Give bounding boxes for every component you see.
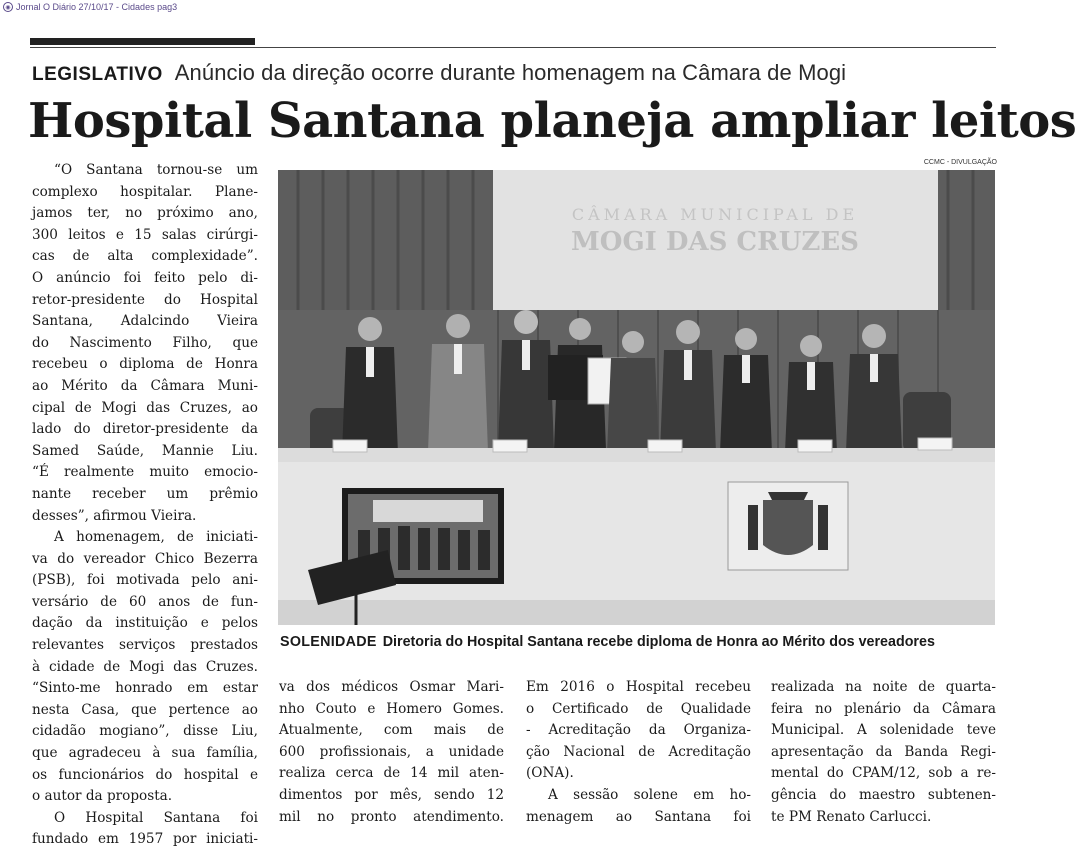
- text-line: menagem ao Santana foi: [526, 808, 751, 825]
- caption-label: SOLENIDADE: [280, 634, 377, 650]
- screen-text-1: CÂMARA MUNICIPAL DE: [571, 205, 859, 224]
- text-line: nho Couto e Homero Gomes.: [279, 700, 504, 717]
- article-column-2: [279, 677, 504, 828]
- text-line: apresentação da Banda Regi-: [771, 743, 996, 760]
- screen-text-2: MOGI DAS CRUZES: [571, 227, 859, 257]
- text-line: gência do maestro subtenen-: [771, 786, 996, 803]
- text-line: te PM Renato Carlucci.: [771, 808, 932, 825]
- section-rule-thick: [30, 38, 255, 45]
- text-line: os funcionários do hospital e: [32, 766, 258, 783]
- text-line: o autor da proposta.: [32, 788, 173, 805]
- text-line: realizada na noite de quarta-: [771, 679, 996, 695]
- photo-caption: [280, 634, 996, 650]
- text-line: (ONA).: [526, 765, 574, 782]
- text-line: Atualmente, com mais de: [279, 722, 504, 739]
- text-line: dação da instituição e pelos: [32, 615, 258, 632]
- text-line: nante receber um prêmio: [32, 485, 258, 502]
- ceremony-photo: [278, 170, 995, 625]
- article-column-4: [771, 677, 996, 828]
- text-line: “O Santana tornou-se um: [54, 162, 258, 178]
- text-line: do Nascimento Filho, que: [32, 334, 258, 351]
- text-line: A homenagem, de iniciati-: [54, 529, 258, 546]
- newspaper-logo-icon: ◉: [3, 2, 13, 12]
- text-line: va do vereador Chico Bezerra: [32, 550, 258, 567]
- text-line: nesta Casa, que pertence ao: [32, 701, 258, 718]
- text-line: mental do CPAM/12, sob a re-: [771, 765, 996, 782]
- text-line: “É realmente muito emocio-: [32, 464, 258, 481]
- text-line: relevantes serviços prestados: [32, 637, 258, 654]
- text-line: (PSB), foi motivada pelo ani-: [32, 572, 258, 589]
- text-line: 300 leitos e 15 salas cirúrgi-: [32, 226, 258, 243]
- text-line: retor-presidente do Hospital: [32, 291, 258, 308]
- text-line: cas de alta complexidade”.: [32, 248, 258, 265]
- source-line: Jornal O Diário 27/10/17 - Cidades pag3: [16, 2, 178, 12]
- text-line: dimentos por mês, sendo 12: [279, 786, 504, 803]
- text-line: Em 2016 o Hospital recebeu: [526, 679, 751, 695]
- text-line: desses”, afirmou Vieira.: [32, 507, 197, 524]
- text-line: mil no pronto atendimento.: [279, 808, 504, 825]
- text-line: lado do diretor-presidente da: [32, 421, 258, 438]
- text-line: va dos médicos Osmar Mari-: [279, 679, 504, 695]
- text-line: o Certificado de Qualidade: [526, 700, 751, 717]
- text-line: cidadão mogiano”, disse Liu,: [32, 723, 258, 740]
- text-line: versário de 60 anos de fun-: [32, 593, 258, 610]
- text-line: complexo hospitalar. Plane-: [32, 183, 258, 200]
- section-rule-thin: [30, 47, 996, 48]
- text-line: O Hospital Santana foi: [54, 809, 258, 826]
- text-line: - Acreditação da Organiza-: [526, 722, 751, 739]
- text-line: realiza cerca de 14 mil aten-: [279, 765, 504, 782]
- text-line: ao Mérito da Câmara Muni-: [32, 377, 258, 394]
- text-line: recebeu o diploma de Honra: [32, 356, 258, 373]
- text-line: Samed Saúde, Mannie Liu.: [32, 442, 258, 459]
- kicker: LEGISLATIVO: [32, 64, 163, 85]
- text-line: cipal de Mogi das Cruzes, ao: [32, 399, 258, 416]
- text-line: feira no plenário da Câmara: [771, 700, 996, 717]
- text-line: Santana, Adalcindo Vieira: [32, 313, 258, 330]
- text-line: O anúncio foi feito pelo di-: [32, 269, 258, 286]
- text-line: à cidade de Mogi das Cruzes.: [32, 658, 258, 675]
- article-column-1: [32, 160, 258, 851]
- text-line: “Sinto-me honrado em estar: [32, 680, 258, 697]
- article-column-3: [526, 677, 751, 828]
- text-line: ção Nacional de Acreditação: [526, 743, 751, 760]
- text-line: jamos ter, no próximo ano,: [32, 205, 258, 222]
- text-line: que agradeceu à sua família,: [32, 745, 258, 762]
- photo-credit: CCMC - DIVULGAÇÃO: [923, 159, 997, 166]
- text-line: Municipal. A solenidade teve: [771, 722, 996, 739]
- kicker-line: [32, 60, 998, 90]
- caption-text: Diretoria do Hospital Santana recebe diploma de Honra ao Mérito dos vereadores: [382, 634, 935, 650]
- text-line: A sessão solene em ho-: [548, 786, 751, 803]
- subheadline: Anúncio da direção ocorre durante homenagem na Câmara de Mogi: [174, 60, 847, 85]
- text-line: fundado em 1957 por iniciati-: [32, 831, 258, 848]
- source-bar: [0, 0, 1024, 14]
- text-line: 600 profissionais, a unidade: [279, 743, 504, 760]
- headline: Hospital Santana planeja ampliar leitos: [28, 93, 1076, 149]
